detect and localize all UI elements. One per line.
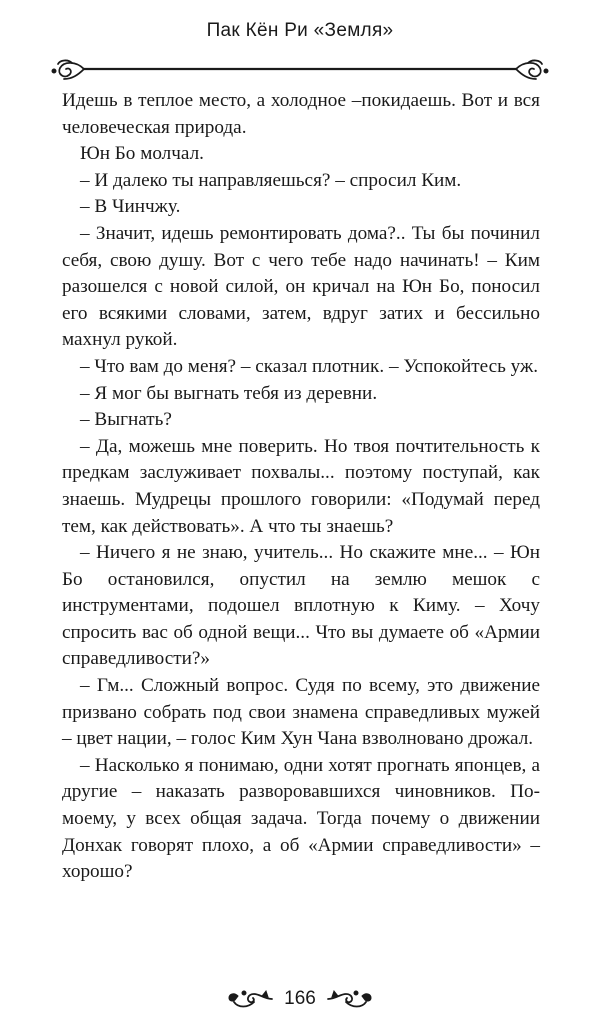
- paragraph: Идешь в теплое место, а холодное –покидаешь. Вот и вся человеческая природа.: [62, 90, 540, 138]
- page-footer: [0, 982, 600, 1016]
- floral-vignette-left-icon: [226, 988, 274, 1010]
- paragraph: – Насколько я понимаю, одни хотят прогнать японцев, а другие – наказать разворовавшихся чиновников. По-моему, у всех общая задача. Тогда почему о движении Донхак говорят плохо, а об «Армии справедливости» – хорошо?: [62, 754, 540, 883]
- header-ornament-rule: [50, 57, 550, 85]
- paragraph: – В Чинчжу.: [80, 196, 181, 218]
- paragraph: – Гм... Сложный вопрос. Судя по всему, это движение призвано собрать под свои знамена справедливых мужей – цвет нации, – голос Ким Хун Чана взволновано дрожал.: [62, 675, 540, 750]
- paragraph: Юн Бо молчал.: [80, 143, 204, 165]
- paragraph: – Выгнать?: [80, 409, 172, 431]
- paragraph: – И далеко ты направляешься? – спросил Ким.: [80, 169, 462, 191]
- paragraph: – Ничего я не знаю, учитель... Но скажите мне... – Юн Бо остановился, опустил на землю мешок с инструментами, подошел вплотную к Киму. – Хочу спросить вас об одной вещи... Что вы думаете об «Армии справедливости?»: [62, 542, 540, 670]
- paragraph: – Да, можешь мне поверить. Но твоя почтительность к предкам заслуживает похвалы... поэтому поступай, как знаешь. Мудрецы прошлого говорили: «Подумай перед тем, как действовать». А что ты знаешь?: [62, 435, 540, 537]
- paragraph: – Значит, идешь ремонтировать дома?.. Ты бы починил себя, свою душу. Вот с чего тебе надо начинать! – Ким разошелся с новой силой, он кричал на Юн Бо, поносил его всякими словами, затем, вдруг затих и бессильно махнул рукой.: [62, 222, 540, 351]
- running-head: Пак Кён Ри «Земля»: [206, 20, 394, 41]
- paragraph: – Что вам до меня? – сказал плотник. – Успокойтесь уж.: [80, 355, 539, 377]
- paragraph: – Я мог бы выгнать тебя из деревни.: [80, 382, 378, 404]
- floral-vignette-right-icon: [326, 988, 374, 1010]
- page-number: 166: [284, 988, 316, 1009]
- body-text: [62, 88, 540, 886]
